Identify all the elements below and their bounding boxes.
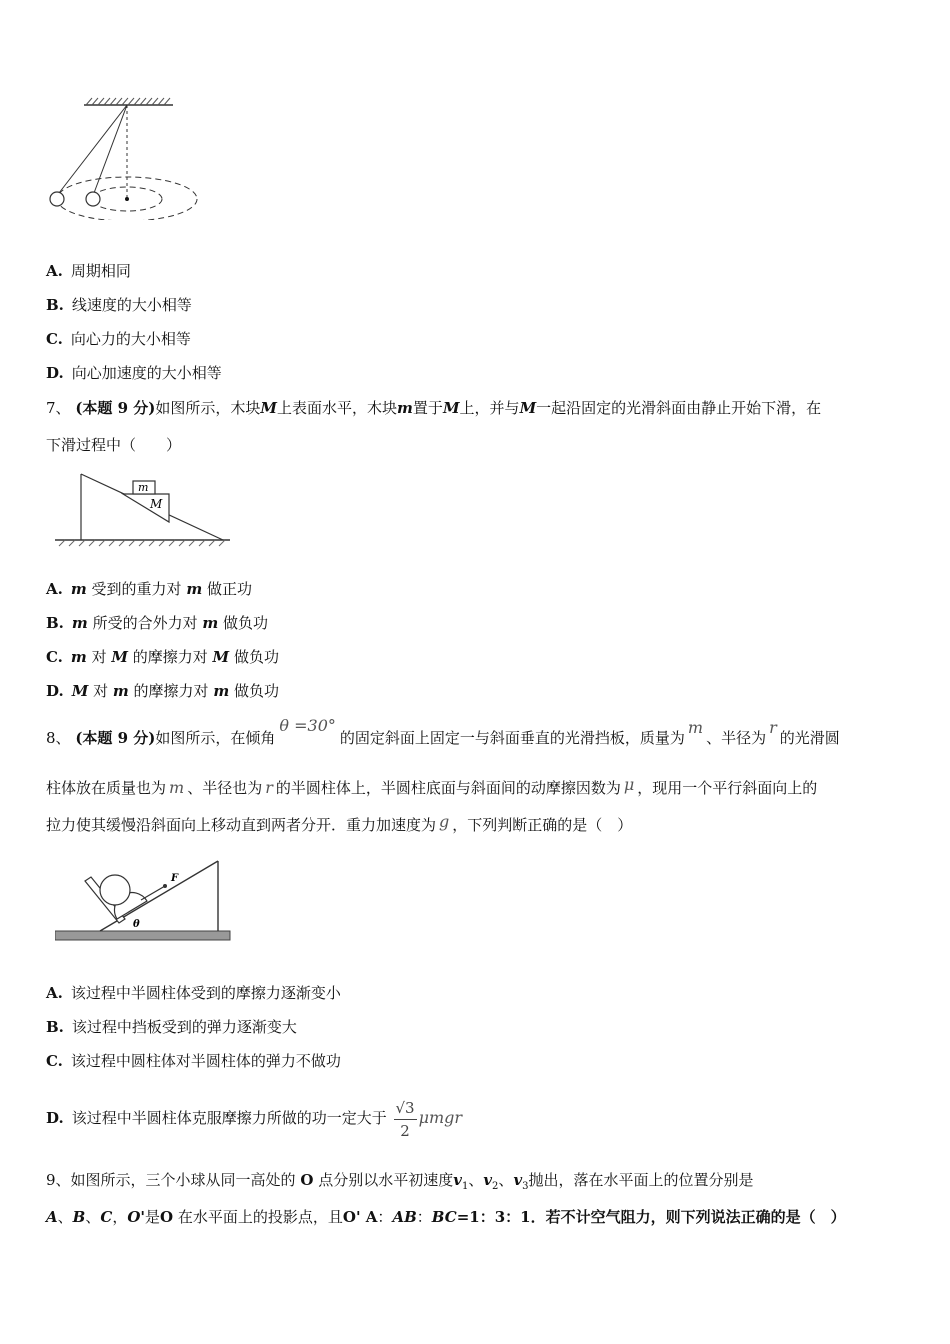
q6-option-b: B. 线速度的大小相等 bbox=[46, 296, 192, 314]
q9-stem-line2: A、B、C，O'是O 在水平面上的投影点，且O' A：AB：BC=1：3：1．若不计空气阻力，则下列说法正确的是（ ） bbox=[46, 1208, 846, 1226]
q8-stem-line1: 8、 (本题 9 分)如图所示，在倾角θ =30°的固定斜面上固定一与斜面垂直的光滑挡板，质量为m、半径为r的光滑圆 bbox=[46, 716, 840, 747]
q6-option-c: C. 向心力的大小相等 bbox=[46, 330, 191, 348]
incline-block-figure bbox=[55, 470, 235, 548]
incline-cylinder-figure bbox=[55, 853, 235, 945]
q7-option-c: C. m 对 M 的摩擦力对 M 做负功 bbox=[46, 648, 279, 666]
fig-label-theta: θ bbox=[133, 919, 140, 930]
q8-stem-line2: 柱体放在质量也为 m 、半径也为 r 的半圆柱体上，半圆柱底面与斜面间的动摩擦因数为 μ ，现用一个平行斜面向上的 bbox=[46, 775, 818, 797]
q7-stem-line1: 7、 (本题 9 分)如图所示，木块M上表面水平，木块m置于M上，并与M一起沿固定的光滑斜面由静止开始下滑，在 bbox=[46, 399, 822, 417]
conical-pendulum-figure bbox=[40, 95, 210, 220]
q6-option-d: D. 向心加速度的大小相等 bbox=[46, 364, 222, 382]
q8-option-c: C. 该过程中圆柱体对半圆柱体的弹力不做功 bbox=[46, 1052, 341, 1070]
q7-stem-line2: 下滑过程中（ ） bbox=[46, 436, 182, 454]
q8-option-d: D. 该过程中半圆柱体克服摩擦力所做的功一定大于 $\frac{√3}{2}$ μmgr bbox=[46, 1098, 463, 1140]
q7-option-b: B. m 所受的合外力对 m 做负功 bbox=[46, 614, 269, 632]
q8-option-a: A. 该过程中半圆柱体受到的摩擦力逐渐变小 bbox=[46, 984, 341, 1002]
q6-option-a: A. 周期相同 bbox=[46, 262, 131, 280]
sqrt3-over-2-fraction: $\frac{√3}{2}$ bbox=[395, 1098, 415, 1140]
q7-option-a: A. m 受到的重力对 m 做正功 bbox=[46, 580, 252, 598]
fig-label-M: M bbox=[150, 497, 163, 511]
fig-label-F: F bbox=[171, 873, 179, 884]
q9-stem-line1: 9、如图所示，三个小球从同一高处的 O 点分别以水平初速度$v_1$、$v_2$、$v_3$抛出，落在水平面上的位置分别是 bbox=[46, 1171, 754, 1192]
q8-stem-line3: 拉力使其缓慢沿斜面向上移动直到两者分开．重力加速度为 g ，下列判断正确的是（ ） bbox=[46, 812, 633, 834]
q7-option-d: D. M 对 m 的摩擦力对 m 做负功 bbox=[46, 682, 280, 700]
q8-option-b: B. 该过程中挡板受到的弹力逐渐变大 bbox=[46, 1018, 297, 1036]
fig-label-m: m bbox=[138, 481, 149, 494]
